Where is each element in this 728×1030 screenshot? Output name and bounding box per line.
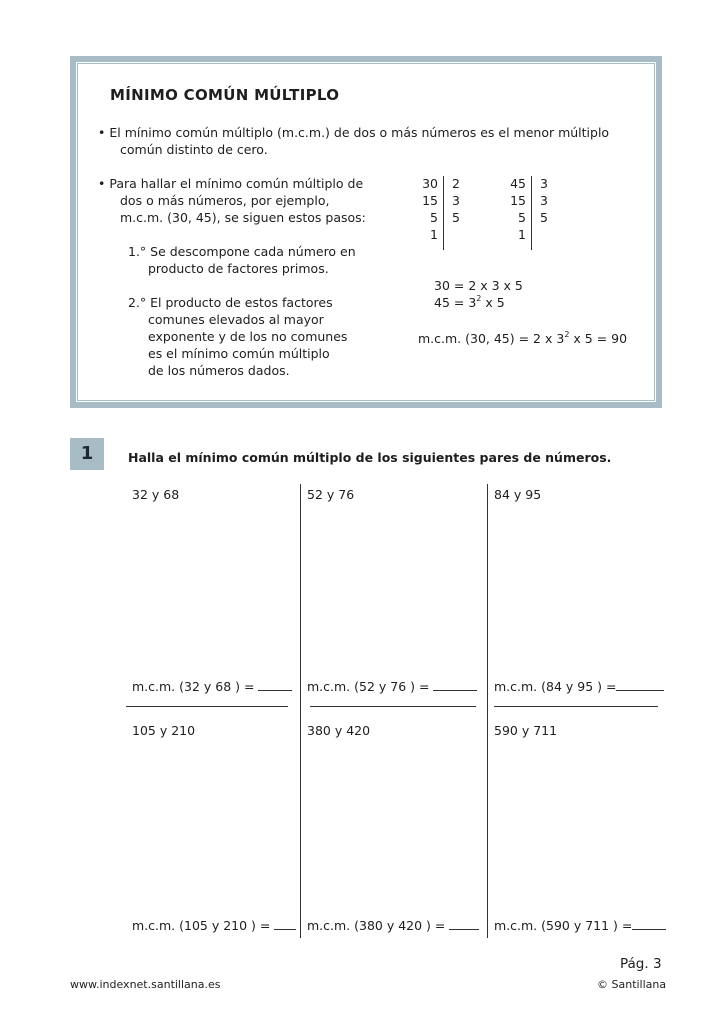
row-separator	[494, 706, 658, 707]
row-separator	[310, 706, 476, 707]
column-divider	[300, 484, 301, 938]
table45-number: 1	[518, 227, 526, 242]
table30-factor: 5	[452, 210, 460, 225]
factorization-45: $45 = 3^2$ x 5	[434, 294, 505, 310]
footer-copyright: © Santillana	[597, 978, 667, 991]
answer-row: m.c.m. (105 y 210 ) =	[132, 917, 296, 933]
answer-blank[interactable]	[632, 917, 666, 930]
row-separator	[126, 706, 288, 707]
answer-row: m.c.m. (32 y 68 ) =	[132, 678, 292, 694]
pair-label: 105 y 210	[132, 723, 196, 738]
table45-number: 15	[510, 193, 526, 208]
table30-factor: 2	[452, 176, 460, 191]
table45-factor: 3	[540, 176, 548, 191]
answer-blank[interactable]	[258, 678, 292, 691]
mcm-result: m.c.m. (30, 45) = 2 x $3^2$ x 5 = 90	[418, 330, 628, 346]
bullet2-line2: dos o más números, por ejemplo,	[120, 193, 330, 208]
step2-line4: es el mínimo común múltiplo	[148, 346, 330, 361]
pair-label: 52 y 76	[307, 487, 355, 502]
bullet1-line1: • El mínimo común múltiplo (m.c.m.) de dos o más números es el menor múltiplo	[98, 125, 610, 140]
answer-blank[interactable]	[616, 678, 664, 691]
pair-label: 84 y 95	[494, 487, 542, 502]
answer-row: m.c.m. (52 y 76 ) =	[307, 678, 477, 694]
footer-website[interactable]: www.indexnet.santillana.es	[70, 978, 221, 991]
column-divider	[487, 484, 488, 938]
table30-number: 5	[430, 210, 438, 225]
theory-title: MÍNIMO COMÚN MÚLTIPLO	[110, 86, 340, 104]
step2-line5: de los números dados.	[148, 363, 290, 378]
answer-row: m.c.m. (590 y 711 ) =	[494, 917, 666, 933]
step2-line1: 2.° El producto de estos factores	[128, 295, 333, 310]
table45-number: 5	[518, 210, 526, 225]
answer-blank[interactable]	[433, 678, 477, 691]
table30-divider	[443, 176, 444, 250]
page-number: Pág. 3	[620, 956, 662, 972]
answer-row: m.c.m. (380 y 420 ) =	[307, 917, 479, 933]
bullet2-line3: m.c.m. (30, 45), se siguen estos pasos:	[120, 210, 366, 225]
table30-number: 1	[430, 227, 438, 242]
factorization-30: 30 = 2 x 3 x 5	[434, 278, 523, 293]
answer-blank[interactable]	[449, 917, 479, 930]
table45-divider	[531, 176, 532, 250]
step2-line3: exponente y de los no comunes	[148, 329, 348, 344]
bullet1-line2: común distinto de cero.	[120, 142, 268, 157]
table30-number: 15	[422, 193, 438, 208]
step1-line2: producto de factores primos.	[148, 261, 329, 276]
table45-factor: 3	[540, 193, 548, 208]
pair-label: 590 y 711	[494, 723, 558, 738]
bullet2-line1: • Para hallar el mínimo común múltiplo de	[98, 176, 364, 191]
table45-factor: 5	[540, 210, 548, 225]
table45-number: 45	[510, 176, 526, 191]
answer-blank[interactable]	[274, 917, 296, 930]
table30-number: 30	[422, 176, 438, 191]
pair-label: 380 y 420	[307, 723, 371, 738]
pair-label: 32 y 68	[132, 487, 180, 502]
step1-line1: 1.° Se descompone cada número en	[128, 244, 356, 259]
exercise-instruction: Halla el mínimo común múltiplo de los siguientes pares de números.	[128, 450, 612, 465]
step2-line2: comunes elevados al mayor	[148, 312, 324, 327]
exercise-number-badge: 1	[70, 438, 104, 470]
answer-row: m.c.m. (84 y 95 ) =	[494, 678, 664, 694]
table30-factor: 3	[452, 193, 460, 208]
